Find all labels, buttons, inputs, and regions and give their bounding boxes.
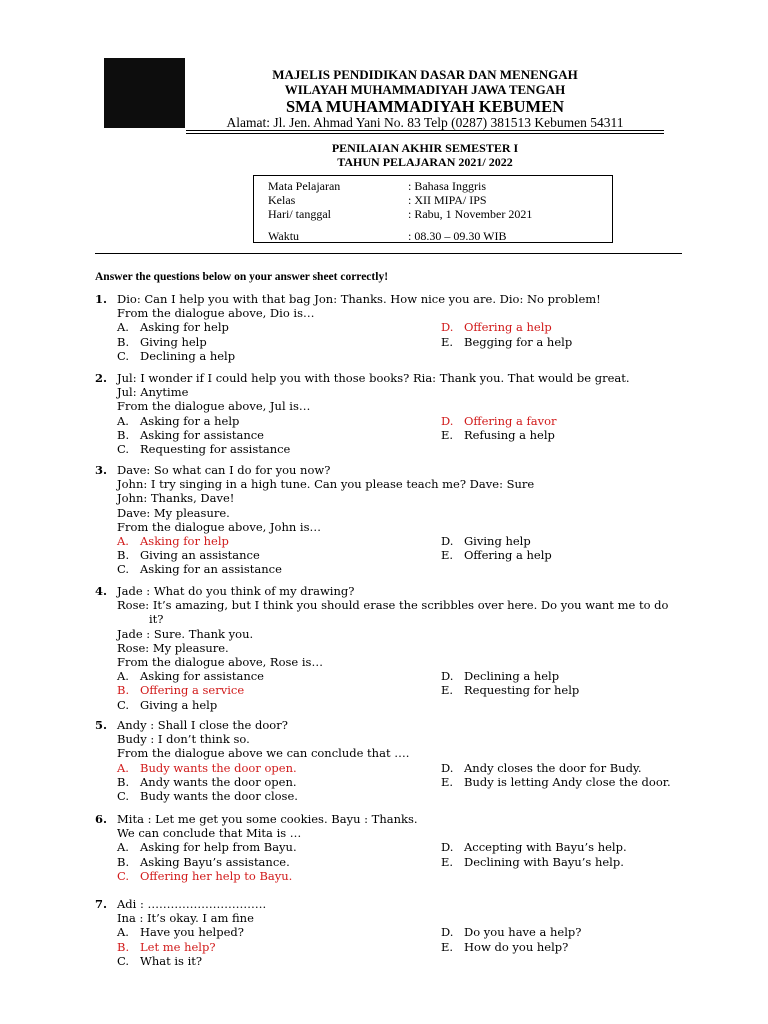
option-c — [117, 789, 298, 803]
stem-line: From the dialogue above, Jul is… — [117, 399, 311, 414]
option-a — [117, 320, 229, 334]
option-letter: B. — [117, 334, 130, 349]
option-text: Andy wants the door open. — [140, 774, 297, 789]
stem-line: Dave: So what can I do for you now? — [117, 463, 331, 477]
stem-line: John: I try singing in a high tune. Can you please teach me? Dave: Sure — [117, 477, 535, 492]
question-stem — [117, 812, 695, 840]
option-d — [441, 534, 531, 548]
option-letter: E. — [441, 854, 454, 869]
option-text: Offering a favor — [464, 413, 557, 428]
header-line-1: MAJELIS PENDIDIKAN DASAR DAN MENENGAH — [272, 67, 578, 82]
option-e — [441, 428, 555, 442]
stem-line: From the dialogue above, Dio is… — [117, 306, 315, 321]
option-letter: B. — [117, 774, 130, 789]
option-d — [441, 669, 559, 683]
option-text: Asking for help — [140, 320, 229, 335]
option-e — [441, 683, 579, 697]
stem-line: Jul: Anytime — [117, 385, 189, 400]
option-d — [441, 840, 627, 854]
option-text: Begging for a help — [464, 334, 573, 349]
question-2 — [95, 371, 695, 457]
option-a — [117, 414, 239, 428]
option-c — [117, 562, 282, 576]
stem-line: Adi : …………………………. — [117, 897, 267, 911]
option-text: Asking for help from Bayu. — [140, 840, 297, 855]
option-letter: B. — [117, 427, 130, 442]
option-b — [117, 683, 244, 697]
answer-options — [117, 761, 695, 804]
stem-line: Mita : Let me get you some cookies. Bayu : Thanks. — [117, 812, 418, 826]
option-text: Budy is letting Andy close the door. — [464, 774, 671, 789]
answer-options — [117, 534, 695, 577]
question-stem — [117, 292, 695, 320]
option-letter: D. — [441, 413, 454, 428]
question-number: 6. — [95, 812, 108, 826]
option-a — [117, 761, 297, 775]
option-text: Budy wants the door close. — [140, 789, 298, 803]
option-text: Budy wants the door open. — [140, 760, 297, 775]
option-text: Offering a service — [140, 683, 245, 698]
option-letter: E. — [441, 683, 454, 698]
option-text: Do you have a help? — [464, 925, 582, 940]
option-letter: C. — [117, 562, 130, 577]
option-text: Andy closes the door for Budy. — [464, 760, 642, 775]
question-6 — [95, 812, 695, 883]
option-letter: D. — [441, 925, 454, 940]
option-text: Offering a help — [464, 548, 552, 563]
option-text: Offering a help — [464, 320, 552, 335]
option-c — [117, 954, 202, 968]
question-3 — [95, 463, 695, 577]
option-d — [441, 761, 642, 775]
option-text: Declining a help — [140, 348, 236, 363]
question-number: 3. — [95, 463, 108, 477]
option-d — [441, 925, 581, 939]
school-name: SMA MUHAMMADIYAH KEBUMEN — [285, 97, 565, 116]
option-letter: D. — [441, 840, 454, 855]
option-text: How do you help? — [464, 939, 569, 954]
option-c — [117, 442, 290, 456]
stem-line: Jade : What do you think of my drawing? — [117, 584, 355, 598]
option-text: Giving an assistance — [140, 548, 260, 563]
question-stem — [117, 718, 695, 761]
option-text: Giving help — [464, 534, 531, 549]
option-a — [117, 669, 264, 683]
option-text: Asking for assistance — [140, 669, 264, 684]
question-stem — [117, 463, 695, 534]
option-letter: B. — [117, 548, 130, 563]
option-letter: A. — [117, 925, 129, 940]
answer-options — [117, 414, 695, 457]
option-c — [117, 349, 235, 363]
info-row-subject: Mata Pelajaran : Bahasa Inggris — [268, 179, 486, 193]
option-b — [117, 775, 297, 789]
option-d — [441, 414, 557, 428]
option-text: Asking for a help — [140, 413, 240, 428]
option-b — [117, 335, 207, 349]
option-letter: E. — [441, 774, 454, 789]
option-letter: A. — [117, 669, 129, 684]
answer-options — [117, 320, 695, 363]
exam-year: TAHUN PELAJARAN 2021/ 2022 — [337, 155, 513, 169]
info-row-class: Kelas : XII MIPA/ IPS — [268, 193, 487, 207]
option-a — [117, 840, 297, 854]
option-letter: A. — [117, 320, 129, 335]
header-divider-thin — [186, 133, 664, 134]
option-text: Giving a help — [140, 697, 218, 712]
option-letter: B. — [117, 854, 130, 869]
stem-line: Budy : I don’t think so. — [117, 732, 250, 747]
option-letter: A. — [117, 413, 129, 428]
option-text: Asking Bayu’s assistance. — [140, 854, 290, 869]
option-a — [117, 925, 244, 939]
exam-title: PENILAIAN AKHIR SEMESTER I — [331, 141, 519, 155]
question-stem — [117, 371, 695, 414]
option-letter: A. — [117, 534, 129, 549]
stem-line: From the dialogue above, Rose is… — [117, 655, 323, 670]
option-letter: D. — [441, 760, 454, 775]
option-text: Declining a help — [464, 669, 560, 684]
option-letter: E. — [441, 548, 454, 563]
option-b — [117, 940, 216, 954]
stem-line: Andy : Shall I close the door? — [117, 718, 288, 732]
question-number: 4. — [95, 584, 108, 598]
school-logo — [104, 58, 185, 128]
stem-line: Dave: My pleasure. — [117, 505, 230, 520]
option-text: Declining with Bayu’s help. — [464, 854, 624, 869]
option-letter: E. — [441, 939, 454, 954]
option-letter: C. — [117, 442, 130, 456]
header-divider — [186, 130, 664, 131]
option-letter: A. — [117, 840, 129, 855]
option-letter: E. — [441, 427, 454, 442]
option-text: Refusing a help — [464, 427, 555, 442]
info-row-date: Hari/ tanggal : Rabu, 1 November 2021 — [268, 207, 533, 221]
question-7 — [95, 897, 695, 968]
option-text: Giving help — [140, 334, 207, 349]
option-letter: B. — [117, 939, 130, 954]
option-text: Offering her help to Bayu. — [140, 868, 293, 883]
answer-options — [117, 925, 695, 968]
option-text: Asking for help — [140, 534, 229, 549]
stem-line: Jade : Sure. Thank you. — [117, 626, 254, 641]
option-e — [441, 940, 568, 954]
question-number: 7. — [95, 897, 108, 911]
question-stem — [117, 584, 695, 669]
option-text: Asking for an assistance — [140, 562, 282, 577]
option-text: Asking for assistance — [140, 427, 264, 442]
option-d — [441, 320, 552, 334]
option-letter: D. — [441, 669, 454, 684]
stem-line: Rose: My pleasure. — [117, 640, 229, 655]
stem-line: it? — [149, 612, 164, 627]
stem-line: Rose: It’s amazing, but I think you should erase the scribbles over here. Do you want me to do — [117, 598, 669, 613]
option-e — [441, 335, 572, 349]
stem-line: From the dialogue above, John is… — [117, 519, 322, 534]
option-text: Let me help? — [140, 939, 216, 954]
stem-line: We can conclude that Mita is … — [117, 826, 302, 841]
school-address: Alamat: Jl. Jen. Ahmad Yani No. 83 Telp (0287) 381513 Kebumen 54311 — [226, 115, 624, 130]
option-letter: C. — [117, 953, 130, 968]
option-text: Requesting for help — [464, 683, 580, 698]
option-e — [441, 855, 624, 869]
stem-line: Dio: Can I help you with that bag Jon: Thanks. How nice you are. Dio: No problem! — [117, 292, 601, 306]
option-letter: E. — [441, 334, 454, 349]
section-divider — [95, 253, 682, 254]
header-line-2: WILAYAH MUHAMMADIYAH JAWA TENGAH — [284, 82, 566, 97]
option-letter: C. — [117, 348, 130, 363]
stem-line: Ina : It’s okay. I am fine — [117, 911, 254, 926]
option-e — [441, 775, 671, 789]
option-c — [117, 869, 292, 883]
option-b — [117, 855, 290, 869]
question-stem — [117, 897, 695, 925]
answer-options — [117, 840, 695, 883]
answer-options — [117, 669, 695, 712]
option-letter: B. — [117, 683, 130, 698]
option-text: Requesting for assistance — [140, 442, 291, 456]
option-letter: C. — [117, 697, 130, 712]
option-letter: D. — [441, 534, 454, 549]
option-c — [117, 698, 217, 712]
instructions: Answer the questions below on your answer sheet correctly! — [95, 271, 389, 283]
option-text: Accepting with Bayu’s help. — [464, 840, 627, 855]
info-row-time: Waktu : 08.30 – 09.30 WIB — [268, 229, 507, 243]
exam-info-box — [253, 175, 613, 243]
option-text: What is it? — [140, 953, 203, 968]
option-a — [117, 534, 229, 548]
option-letter: C. — [117, 789, 130, 803]
option-letter: C. — [117, 868, 130, 883]
option-text: Have you helped? — [140, 925, 244, 940]
option-letter: D. — [441, 320, 454, 335]
question-number: 1. — [95, 292, 108, 306]
stem-line: Jul: I wonder if I could help you with those books? Ria: Thank you. That would be great. — [117, 371, 630, 385]
question-4 — [95, 584, 695, 712]
stem-line: John: Thanks, Dave! — [117, 491, 235, 506]
question-1 — [95, 292, 695, 363]
option-b — [117, 548, 260, 562]
option-e — [441, 548, 552, 562]
option-letter: A. — [117, 760, 129, 775]
question-number: 2. — [95, 371, 108, 385]
option-b — [117, 428, 264, 442]
question-5 — [95, 718, 695, 804]
question-number: 5. — [95, 718, 108, 732]
stem-line: From the dialogue above we can conclude that …. — [117, 746, 410, 761]
